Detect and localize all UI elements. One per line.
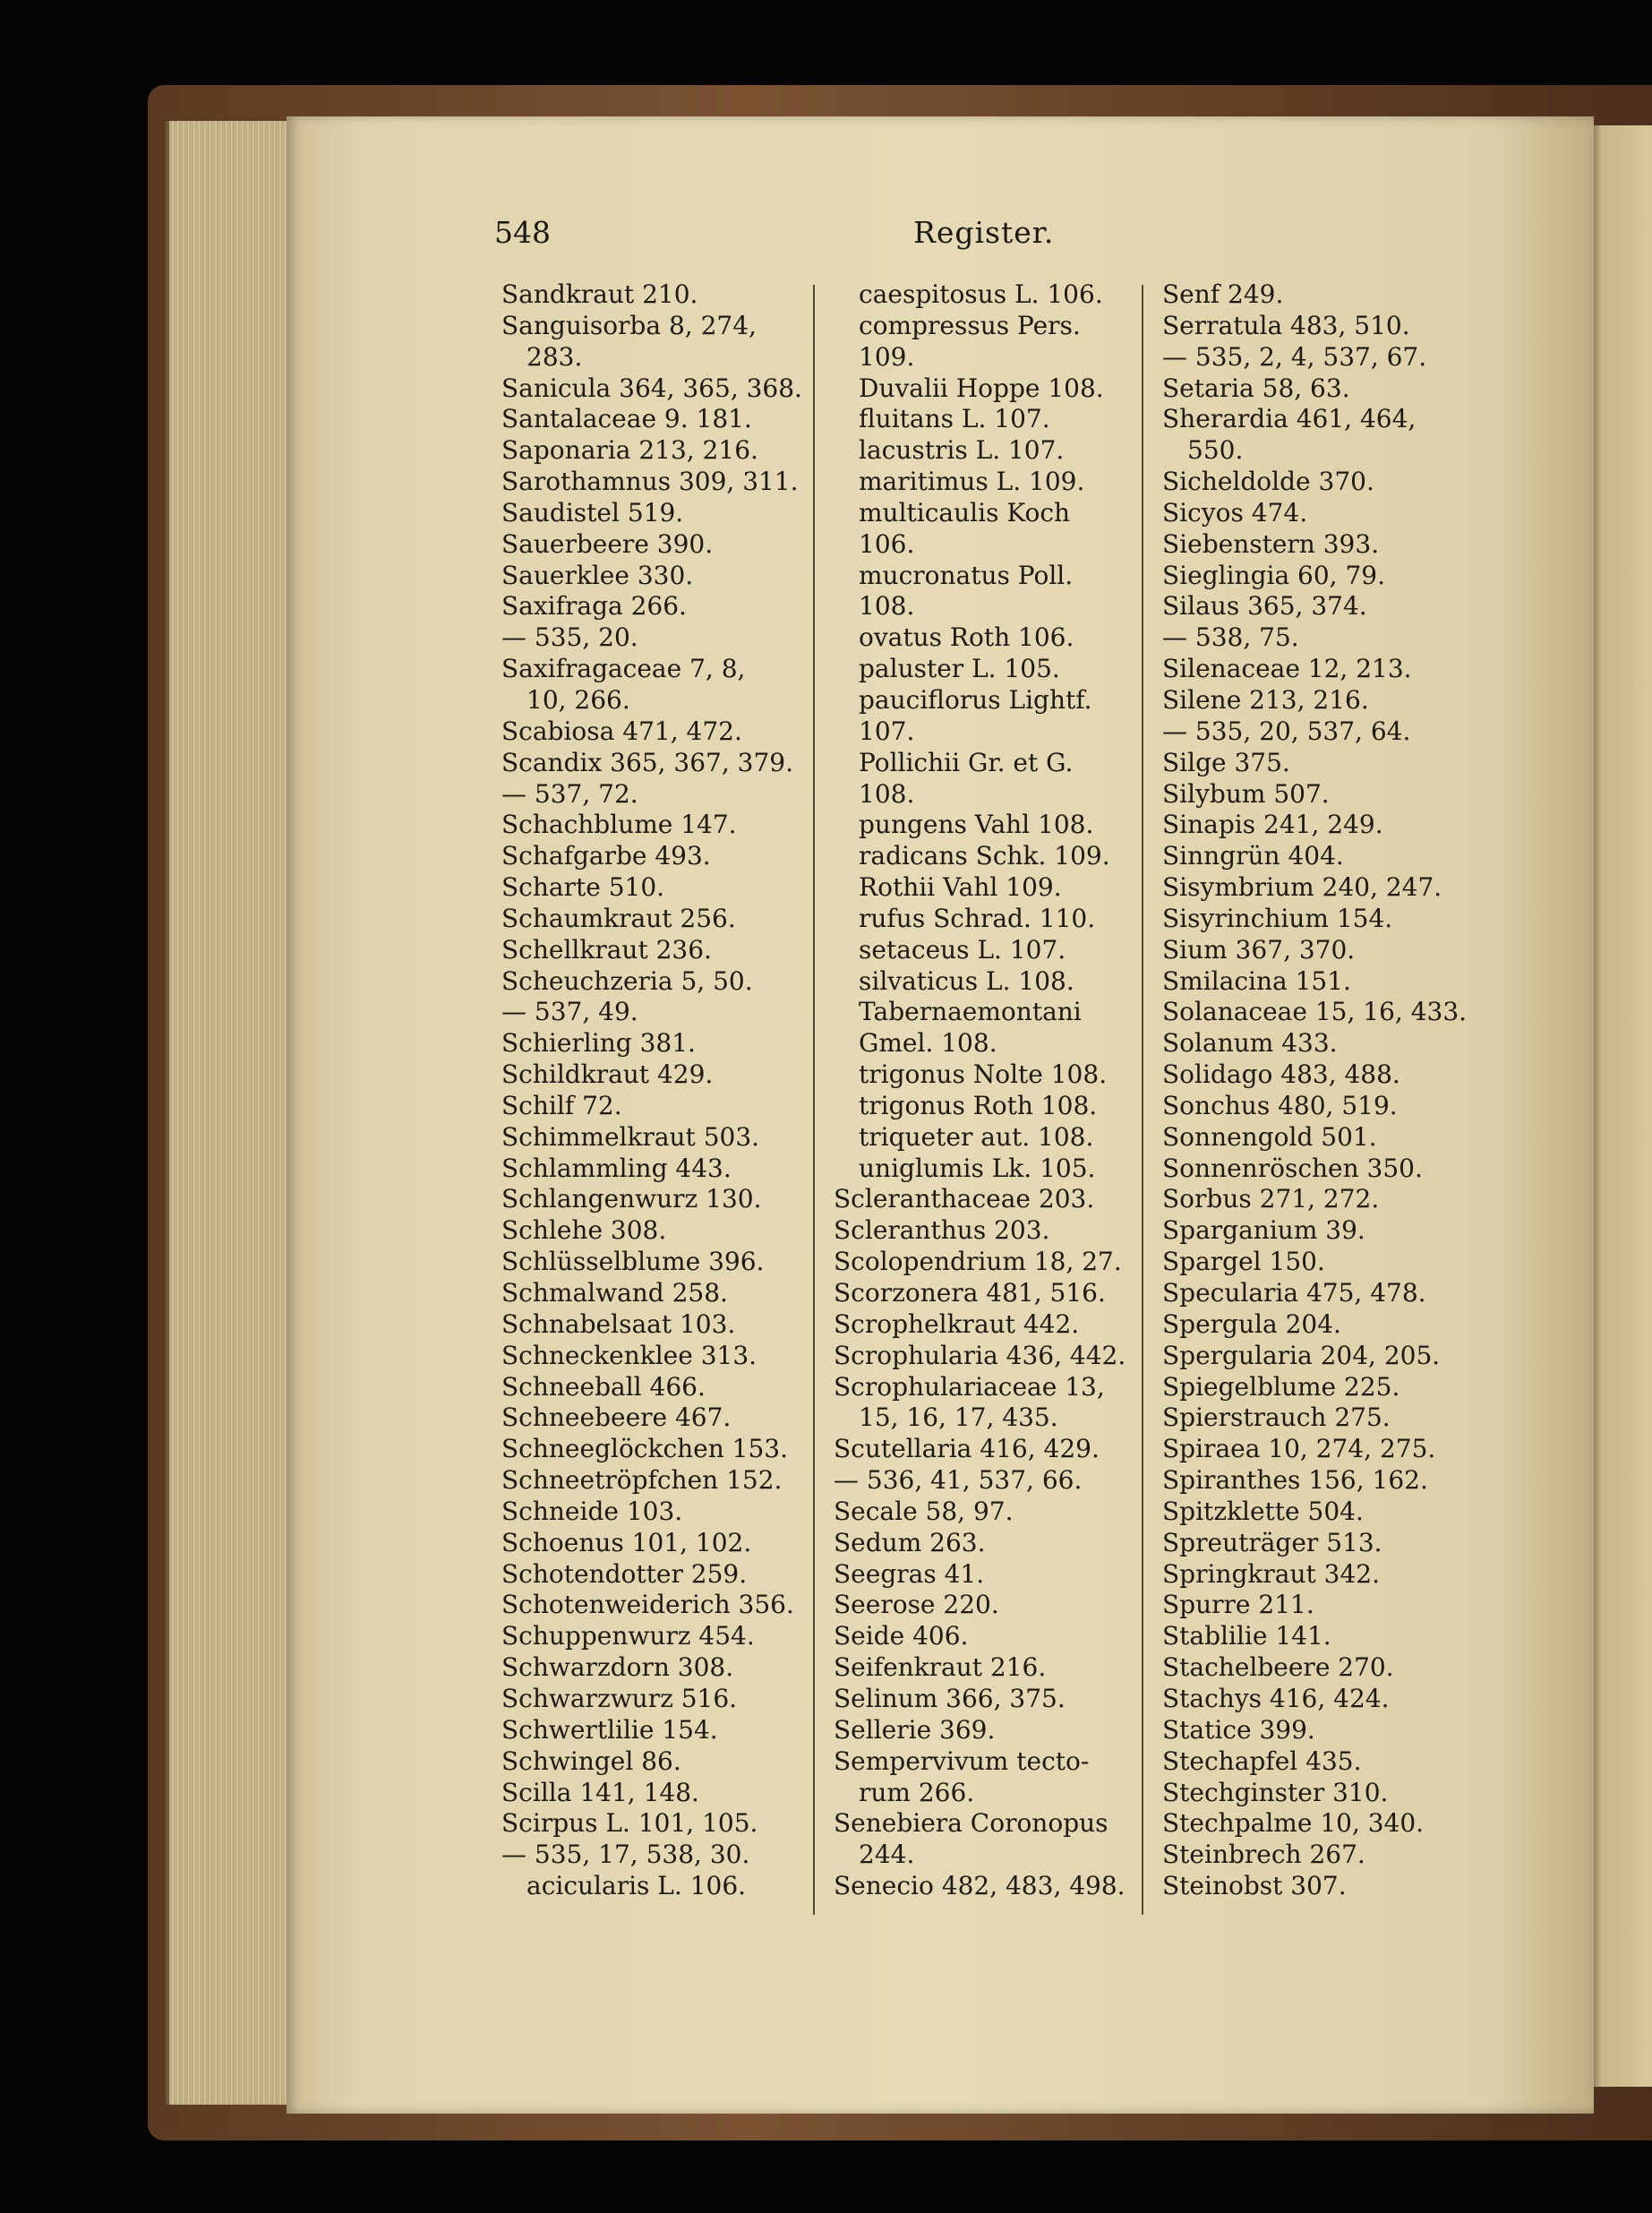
index-entry: Schaumkraut 256. — [501, 903, 736, 933]
index-entry: Schneide 103. — [501, 1496, 683, 1526]
running-head: Register. — [913, 215, 1055, 250]
index-entry: Sauerklee 330. — [501, 560, 694, 590]
index-entry: caespitosus L. 106. — [859, 279, 1103, 309]
index-entry: Sonnenröschen 350. — [1162, 1153, 1423, 1183]
index-entry: Steinobst 307. — [1162, 1871, 1347, 1901]
index-column-2 — [834, 279, 1126, 1902]
index-entry: Schildkraut 429. — [501, 1059, 714, 1090]
index-entry: Sandkraut 210. — [501, 279, 698, 309]
index-entry: Scutellaria 416, 429. — [834, 1434, 1100, 1464]
column-rule — [813, 285, 815, 1915]
index-entry: pungens Vahl 108. — [859, 810, 1094, 840]
index-entry: mucronatus Poll. — [859, 560, 1074, 590]
index-entry: pauciflorus Lightf. — [859, 684, 1092, 715]
index-entry: Schotenweiderich 356. — [501, 1590, 794, 1620]
index-entry: Schachblume 147. — [501, 810, 737, 840]
index-entry: Schwarzwurz 516. — [501, 1683, 738, 1713]
index-entry: Stechpalme 10, 340. — [1162, 1808, 1425, 1839]
index-entry: Stachelbeere 270. — [1162, 1652, 1394, 1683]
index-entry: Schotendotter 259. — [501, 1558, 748, 1589]
index-entry: Steinbrech 267. — [1162, 1840, 1365, 1870]
index-entry: Sinapis 241, 249. — [1162, 810, 1383, 840]
index-entry: Spergula 204. — [1162, 1308, 1341, 1339]
index-entry: Spargel 150. — [1162, 1247, 1325, 1277]
index-entry: silvaticus L. 108. — [859, 965, 1074, 996]
index-entry: maritimus L. 109. — [859, 467, 1085, 497]
index-entry: multicaulis Koch — [859, 497, 1071, 528]
index-entry: Sanicula 364, 365, 368. — [501, 373, 802, 403]
index-entry: Schlammling 443. — [501, 1153, 732, 1183]
index-entry: ovatus Roth 106. — [859, 622, 1074, 653]
index-entry: Scheuchzeria 5, 50. — [501, 965, 753, 996]
index-entry: Spitzklette 504. — [1162, 1496, 1364, 1526]
index-entry: Tabernaemontani — [859, 997, 1082, 1027]
index-entry: Stechapfel 435. — [1162, 1746, 1362, 1776]
index-entry: Schnabelsaat 103. — [501, 1308, 736, 1339]
index-entry: Sanguisorba 8, 274, — [501, 310, 757, 340]
index-entry: Sium 367, 370. — [1162, 934, 1356, 965]
index-entry: trigonus Roth 108. — [859, 1090, 1098, 1120]
index-entry: 15, 16, 17, 435. — [859, 1402, 1058, 1433]
index-entry: Schuppenwurz 454. — [501, 1621, 755, 1651]
index-column-1 — [501, 279, 802, 1902]
index-entry: Sicheldolde 370. — [1162, 467, 1374, 497]
index-entry: Seerose 220. — [834, 1590, 999, 1620]
index-entry: Scharte 510. — [501, 872, 665, 903]
index-entry: — 538, 75. — [1162, 622, 1299, 653]
index-entry: Secale 58, 97. — [834, 1496, 1014, 1526]
index-entry: Scrophulariaceae 13, — [834, 1371, 1105, 1402]
index-entry: Silge 375. — [1162, 747, 1290, 777]
index-entry: Sedum 263. — [834, 1527, 986, 1557]
index-entry: Schilf 72. — [501, 1090, 622, 1120]
index-entry: compressus Pers. — [859, 310, 1081, 340]
index-entry: Schneeglöckchen 153. — [501, 1434, 789, 1464]
index-entry: Saponaria 213, 216. — [501, 435, 758, 466]
index-entry: — 537, 49. — [501, 997, 638, 1027]
index-entry: Spierstrauch 275. — [1162, 1402, 1391, 1433]
index-entry: Stablilie 141. — [1162, 1621, 1331, 1651]
index-entry: — 537, 72. — [501, 778, 638, 809]
index-entry: Scleranthaceae 203. — [834, 1184, 1095, 1214]
index-entry: Sinngrün 404. — [1162, 841, 1344, 871]
index-entry: Solanum 433. — [1162, 1028, 1338, 1059]
index-entry: Pollichii Gr. et G. — [859, 747, 1074, 777]
index-entry: Sauerbeere 390. — [501, 528, 714, 559]
index-entry: Senebiera Coronopus — [834, 1808, 1108, 1839]
index-entry: Sempervivum tecto- — [834, 1746, 1090, 1776]
index-entry: lacustris L. 107. — [859, 435, 1065, 466]
index-entry: Specularia 475, 478. — [1162, 1278, 1426, 1308]
index-entry: Stachys 416, 424. — [1162, 1683, 1390, 1713]
index-entry: — 535, 20. — [501, 622, 638, 653]
index-entry: triqueter aut. 108. — [859, 1121, 1094, 1152]
index-entry: 283. — [526, 341, 583, 372]
index-entry: Senf 249. — [1162, 279, 1284, 309]
index-entry: Sisymbrium 240, 247. — [1162, 872, 1442, 903]
index-entry: Solidago 483, 488. — [1162, 1059, 1400, 1090]
index-entry: Schneebeere 467. — [501, 1402, 732, 1433]
index-entry: Schierling 381. — [501, 1028, 696, 1059]
index-entry: Seegras 41. — [834, 1558, 985, 1589]
index-entry: 10, 266. — [526, 684, 630, 715]
index-entry: — 536, 41, 537, 66. — [834, 1465, 1083, 1496]
index-entry: Sieglingia 60, 79. — [1162, 560, 1386, 590]
index-entry: Statice 399. — [1162, 1714, 1315, 1745]
index-entry: rum 266. — [859, 1777, 975, 1807]
index-entry: Silene 213, 216. — [1162, 684, 1369, 715]
index-entry: Sorbus 271, 272. — [1162, 1184, 1380, 1214]
index-entry: Spiranthes 156, 162. — [1162, 1465, 1428, 1496]
index-entry: Sarothamnus 309, 311. — [501, 467, 799, 497]
index-entry: Scrophelkraut 442. — [834, 1308, 1080, 1339]
index-entry: Schmalwand 258. — [501, 1278, 728, 1308]
index-entry: Schwarzdorn 308. — [501, 1652, 734, 1683]
index-entry: Schneckenklee 313. — [501, 1340, 758, 1370]
index-entry: Seide 406. — [834, 1621, 969, 1651]
index-entry: uniglumis Lk. 105. — [859, 1153, 1096, 1183]
index-entry: 106. — [859, 528, 915, 559]
index-entry: — 535, 17, 538, 30. — [501, 1840, 750, 1870]
index-entry: Silaus 365, 374. — [1162, 591, 1367, 622]
index-entry: Scolopendrium 18, 27. — [834, 1247, 1122, 1277]
index-entry: Santalaceae 9. 181. — [501, 404, 752, 434]
index-entry: Schoenus 101, 102. — [501, 1527, 752, 1557]
index-entry: Springkraut 342. — [1162, 1558, 1380, 1589]
page-number: 548 — [494, 215, 551, 250]
index-entry: 244. — [859, 1840, 915, 1870]
index-entry: Duvalii Hoppe 108. — [859, 373, 1104, 403]
index-entry: Scorzonera 481, 516. — [834, 1278, 1106, 1308]
index-entry: Selinum 366, 375. — [834, 1683, 1066, 1713]
index-entry: Schneetröpfchen 152. — [501, 1465, 783, 1496]
index-entry: Sonnengold 501. — [1162, 1121, 1377, 1152]
index-entry: Schlehe 308. — [501, 1215, 667, 1246]
index-entry: Scilla 141, 148. — [501, 1777, 699, 1807]
index-entry: Silybum 507. — [1162, 778, 1330, 809]
index-entry: Sicyos 474. — [1162, 497, 1308, 528]
column-rule — [1142, 285, 1143, 1915]
index-entry: radicans Schk. 109. — [859, 841, 1110, 871]
index-entry: Sparganium 39. — [1162, 1215, 1365, 1246]
index-entry: Spergularia 204, 205. — [1162, 1340, 1441, 1370]
index-entry: Setaria 58, 63. — [1162, 373, 1350, 403]
index-entry: Scirpus L. 101, 105. — [501, 1808, 758, 1839]
index-entry: 108. — [859, 591, 915, 622]
index-entry: Rothii Vahl 109. — [859, 872, 1062, 903]
index-entry: Sisyrinchium 154. — [1162, 903, 1393, 933]
index-entry: Sherardia 461, 464, — [1162, 404, 1417, 434]
index-entry: Seifenkraut 216. — [834, 1652, 1047, 1683]
index-entry: Solanaceae 15, 16, 433. — [1162, 997, 1468, 1027]
index-column-3 — [1162, 279, 1468, 1902]
index-entry: Spurre 211. — [1162, 1590, 1314, 1620]
index-entry: Stechginster 310. — [1162, 1777, 1389, 1807]
index-entry: Spiraea 10, 274, 275. — [1162, 1434, 1436, 1464]
index-entry: Sonchus 480, 519. — [1162, 1090, 1398, 1120]
index-entry: Schimmelkraut 503. — [501, 1121, 760, 1152]
index-entry: Smilacina 151. — [1162, 965, 1351, 996]
index-entry: Silenaceae 12, 213. — [1162, 654, 1412, 684]
index-entry: Serratula 483, 510. — [1162, 310, 1410, 340]
index-entry: Schellkraut 236. — [501, 934, 712, 965]
index-entry: Schlüsselblume 396. — [501, 1247, 765, 1277]
index-entry: Saxifraga 266. — [501, 591, 687, 622]
index-entry: fluitans L. 107. — [859, 404, 1050, 434]
index-entry: trigonus Nolte 108. — [859, 1059, 1108, 1090]
index-entry: 108. — [859, 778, 915, 809]
index-entry: 107. — [859, 716, 915, 746]
index-entry: Scleranthus 203. — [834, 1215, 1050, 1246]
index-entry: — 535, 2, 4, 537, 67. — [1162, 341, 1427, 372]
index-entry: Senecio 482, 483, 498. — [834, 1871, 1126, 1901]
index-entry: Sellerie 369. — [834, 1714, 996, 1745]
index-entry: Schlangenwurz 130. — [501, 1184, 762, 1214]
index-entry: Schwertlilie 154. — [501, 1714, 718, 1745]
index-entry: acicularis L. 106. — [526, 1871, 747, 1901]
index-entry: 109. — [859, 341, 915, 372]
index-entry: Scrophularia 436, 442. — [834, 1340, 1126, 1370]
index-entry: Saudistel 519. — [501, 497, 684, 528]
index-entry: Schwingel 86. — [501, 1746, 681, 1776]
index-entry: — 535, 20, 537, 64. — [1162, 716, 1411, 746]
index-entry: rufus Schrad. 110. — [859, 903, 1096, 933]
index-entry: Schneeball 466. — [501, 1371, 706, 1402]
index-entry: paluster L. 105. — [859, 654, 1060, 684]
index-entry: Scabiosa 471, 472. — [501, 716, 742, 746]
index-entry: Schafgarbe 493. — [501, 841, 711, 871]
index-entry: 550. — [1187, 435, 1244, 466]
index-entry: Scandix 365, 367, 379. — [501, 747, 793, 777]
index-entry: setaceus L. 107. — [859, 934, 1066, 965]
index-entry: Spreuträger 513. — [1162, 1527, 1382, 1557]
index-entry: Siebenstern 393. — [1162, 528, 1380, 559]
index-entry: Gmel. 108. — [859, 1028, 997, 1059]
index-entry: Spiegelblume 225. — [1162, 1371, 1400, 1402]
index-entry: Saxifragaceae 7, 8, — [501, 654, 746, 684]
